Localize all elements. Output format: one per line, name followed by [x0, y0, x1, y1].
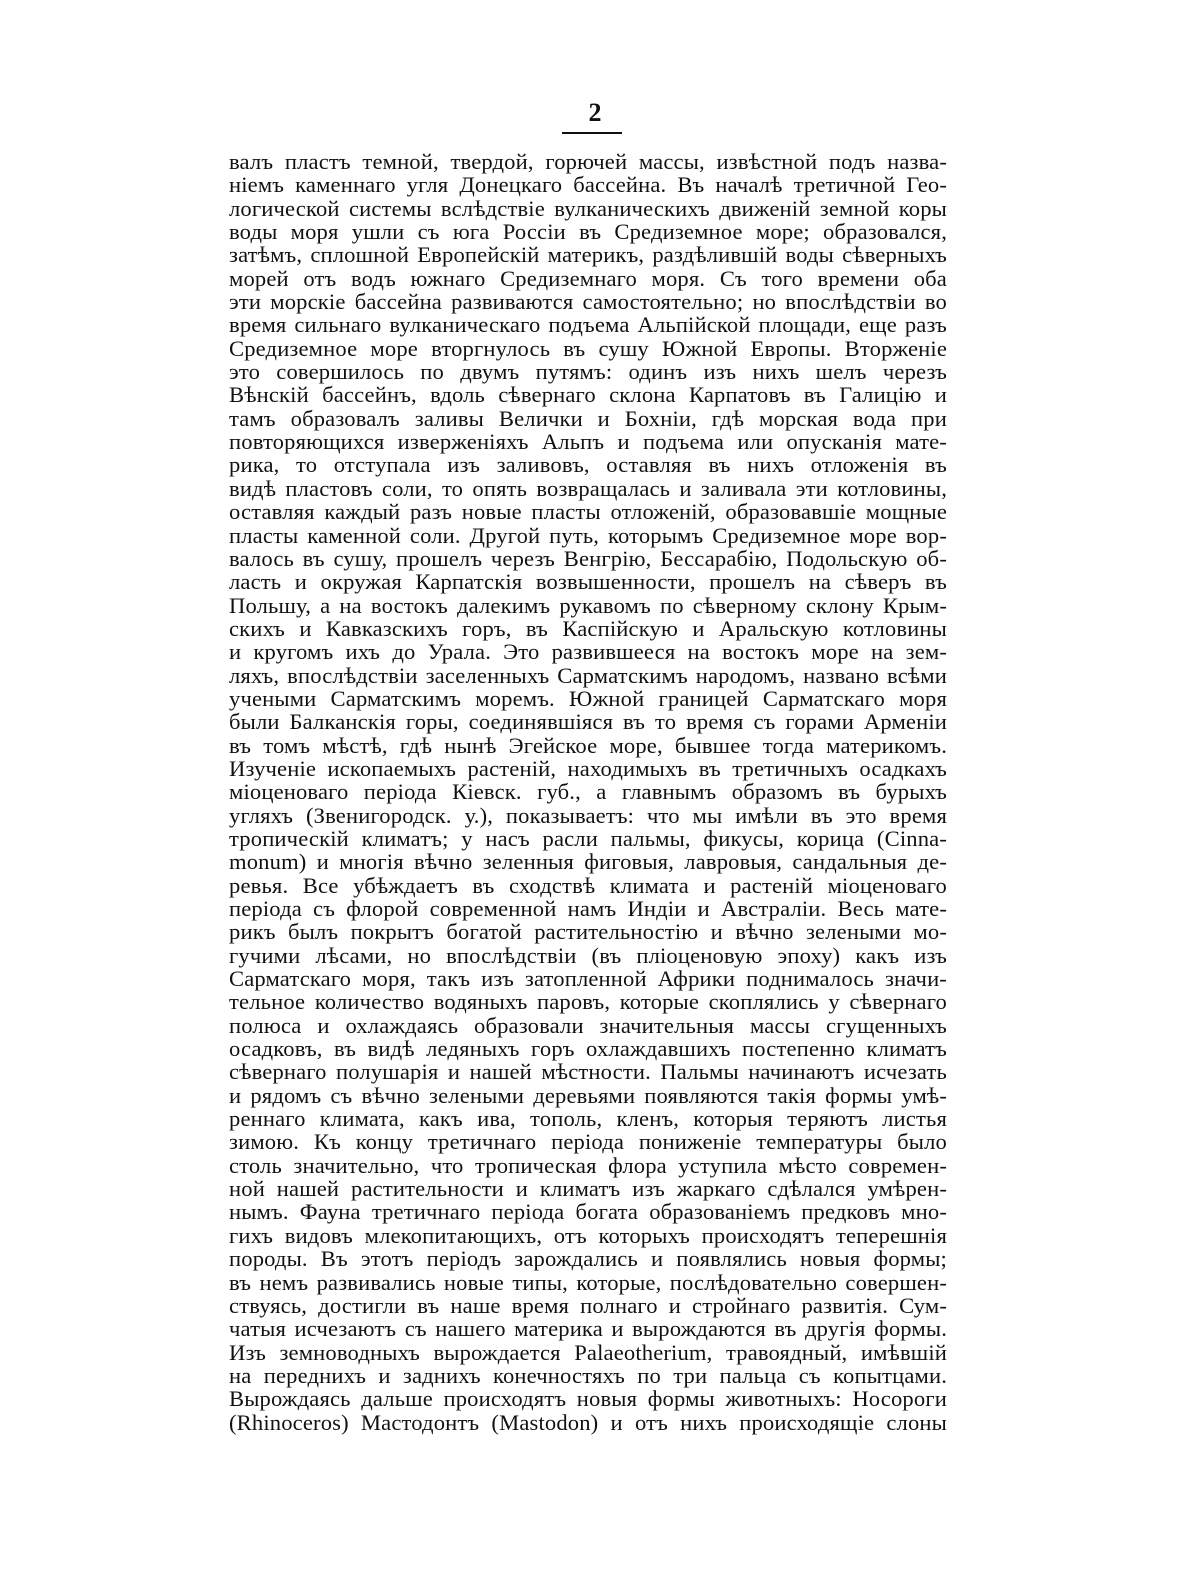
- text-line: валъ пластъ темной, твердой, горючей массы, извѣстной подъ назва-: [229, 149, 947, 174]
- text-line: гучими лѣсами, но впослѣдствiи (въ плiоценовую эпоху) какъ изъ: [229, 942, 947, 968]
- body-text: [229, 150, 947, 1434]
- text-line: Изученiе ископаемыхъ растенiй, находимыхъ въ третичныхъ осадкахъ: [229, 755, 947, 781]
- text-line: monum) и многiя вѣчно зеленныя фиговыя, лавровыя, сандальныя де-: [229, 849, 947, 875]
- text-line: валось въ сушу, прошелъ черезъ Венгрiю, Бессарабiю, Подольскую об-: [229, 545, 947, 571]
- text-line: породы. Въ этотъ перiодъ зарождались и появлялись новыя формы;: [229, 1246, 947, 1272]
- text-line: и кругомъ ихъ до Урала. Это развившееся на востокъ море на зем-: [229, 639, 947, 665]
- text-line: скихъ и Кавказскихъ горъ, въ Каспiйскую и Аральскую котловины: [229, 615, 947, 641]
- text-line: нымъ. Фауна третичнаго перiода богата образованiемъ предковъ мно-: [229, 1199, 947, 1225]
- text-line: пласты каменной соли. Другой путь, которымъ Средиземное море вор-: [229, 522, 947, 548]
- text-line: ствуясь, достигли въ наше время полнаго и стройнаго развитiя. Сум-: [229, 1292, 947, 1318]
- text-line: ной нашей растительности и климатъ изъ жаркаго сдѣлался умѣрен-: [229, 1176, 947, 1202]
- text-line: реннаго климата, какъ ива, тополь, кленъ, которыя теряютъ листья: [229, 1106, 947, 1132]
- text-line: видѣ пластовъ соли, то опять возвращалась и заливала эти котловины,: [229, 475, 947, 501]
- text-line: это совершилось по двумъ путямъ: одинъ изъ нихъ шелъ черезъ: [229, 359, 947, 385]
- text-line: рикъ былъ покрытъ богатой растительностiю и вѣчно зелеными мо-: [229, 919, 947, 945]
- text-line: мiоценоваго перiода Кiевск. губ., а главнымъ образомъ въ бурыхъ: [229, 779, 947, 805]
- text-line: въ томъ мѣстѣ, гдѣ нынѣ Эгейское море, бывшее тогда материкомъ.: [229, 732, 947, 758]
- text-line: зимою. Къ концу третичнаго перiода пониженiе температуры было: [229, 1129, 947, 1155]
- text-line: гихъ видовъ млекопитающихъ, отъ которыхъ происходятъ теперешнiя: [229, 1222, 947, 1248]
- text-line: были Балканскiя горы, соединявшiяся въ то время съ горами Арменiи: [229, 709, 947, 735]
- text-line: Изъ земноводныхъ вырождается Palaeotherium, травоядный, имѣвшiй: [229, 1339, 947, 1365]
- text-line: полюса и охлаждаясь образовали значительныя массы сгущенныхъ: [229, 1012, 947, 1038]
- text-line: осадковъ, въ видѣ ледяныхъ горъ охлаждавшихъ постепенно климатъ: [229, 1036, 947, 1062]
- text-line: и рядомъ съ вѣчно зелеными деревьями появляются такiя формы умѣ-: [229, 1082, 947, 1108]
- text-line: (Rhinoceros) Мастодонтъ (Mastodon) и отъ нихъ происходящiе слоны: [229, 1409, 947, 1435]
- text-line: столь значительно, что тропическая флора уступила мѣсто современ-: [229, 1152, 947, 1178]
- text-line: затѣмъ, сплошной Европейскiй материкъ, раздѣлившiй воды сѣверныхъ: [229, 242, 947, 268]
- text-line: эти морскiе бассейна развиваются самостоятельно; но впослѣдствiи во: [229, 289, 947, 315]
- text-line: угляхъ (Звенигородск. у.), показываетъ: что мы имѣли въ это время: [229, 802, 947, 828]
- text-line: морей отъ водъ южнаго Средиземнаго моря. Съ того времени оба: [229, 265, 947, 291]
- text-line: въ немъ развивались новые типы, которые, послѣдовательно совершен-: [229, 1269, 947, 1295]
- text-line: перiода съ флорой современной намъ Индiи и Австралiи. Весь мате-: [229, 896, 947, 921]
- page-number-rule: [562, 132, 622, 134]
- text-line: нiемъ каменнаго угля Донецкаго бассейна. Въ началѣ третичной Гео-: [229, 172, 947, 198]
- text-line: время сильнаго вулканическаго подъема Альпiйской площади, еще разъ: [229, 312, 947, 338]
- text-line: на переднихъ и заднихъ конечностяхъ по три пальца съ копытцами.: [229, 1362, 947, 1388]
- text-line: тропическiй климатъ; у насъ расли пальмы, фикусы, корица (Cinna-: [229, 825, 947, 851]
- text-line: Средиземное море вторгнулось въ сушу Южной Европы. Вторженiе: [229, 335, 947, 361]
- text-line: Польшу, а на востокъ далекимъ рукавомъ по сѣверному склону Крым-: [229, 592, 947, 618]
- text-line: ласть и окружая Карпатскiя возвышенности, прошелъ на сѣверъ въ: [229, 569, 947, 595]
- text-line: Вѣнскiй бассейнъ, вдоль сѣвернаго склона Карпатовъ въ Галицiю и: [229, 382, 947, 408]
- text-line: ляхъ, впослѣдствiи заселенныхъ Сарматскимъ народомъ, названо всѣми: [229, 662, 947, 688]
- text-line: воды моря ушли съ юга Россiи въ Средиземное море; образовался,: [229, 219, 947, 245]
- text-line: рика, то отступала изъ заливовъ, оставляя въ нихъ отложенiя въ: [229, 452, 947, 478]
- text-line: тельное количество водяныхъ паровъ, которые скоплялись у сѣвернаго: [229, 989, 947, 1015]
- text-line: оставляя каждый разъ новые пласты отложенiй, образовавшiе мощные: [229, 499, 947, 525]
- text-line: логической системы вслѣдствiе вулканическихъ движенiй земной коры: [229, 195, 947, 221]
- text-line: ревья. Все убѣждаетъ въ сходствѣ климата и растенiй мiоценоваго: [229, 872, 947, 898]
- text-line: тамъ образовалъ заливы Велички и Бохнiи, гдѣ морская вода при: [229, 405, 947, 431]
- text-line: чатыя исчезаютъ съ нашего материка и вырождаются въ другiя формы.: [229, 1316, 947, 1342]
- text-line: Вырождаясь дальше происходятъ новыя формы животныхъ: Носороги: [229, 1386, 947, 1412]
- text-line: учеными Сарматскимъ моремъ. Южной границей Сарматскаго моря: [229, 685, 947, 711]
- page-number: 2: [588, 98, 602, 127]
- text-line: повторяющихся изверженiяхъ Альпъ и подъема или опусканiя мате-: [229, 429, 947, 455]
- text-line: сѣвернаго полушарiя и нашей мѣстности. Пальмы начинаютъ исчезать: [229, 1059, 947, 1085]
- text-line: Сарматскаго моря, такъ изъ затопленной Африки поднималось значи-: [229, 966, 947, 992]
